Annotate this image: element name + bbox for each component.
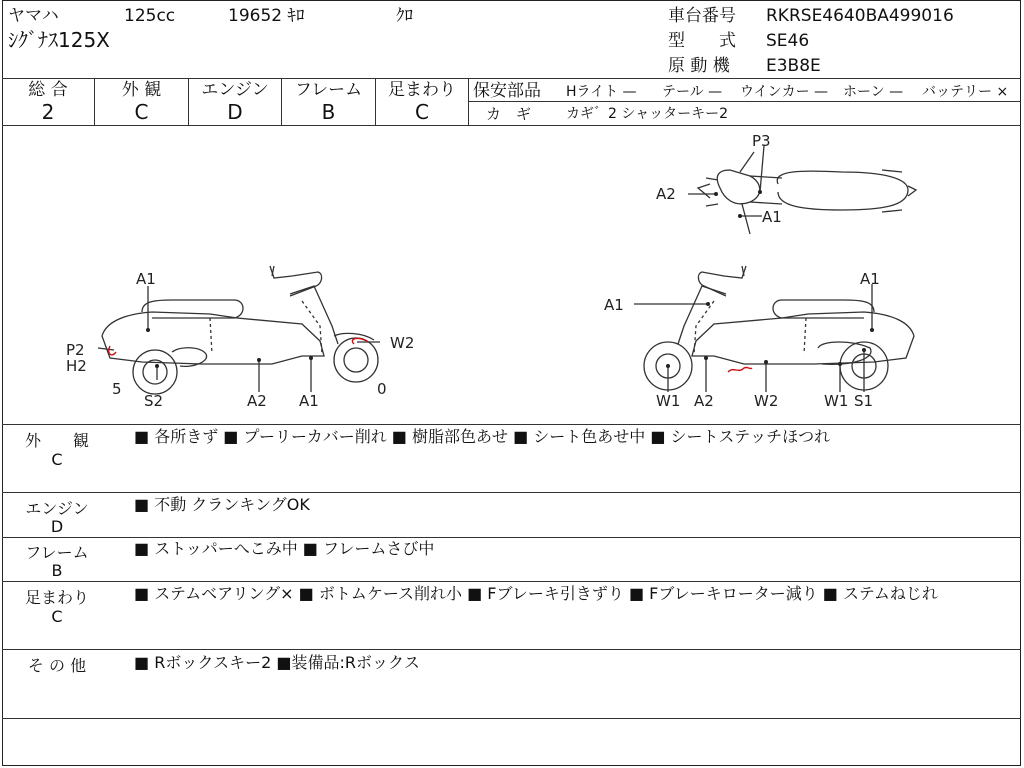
grade-exterior-label: 外 観 <box>121 80 162 100</box>
note-exterior-label: 外 観 <box>24 431 89 450</box>
type-value: SE46 <box>766 31 810 51</box>
grade-suspension-value: C <box>415 100 429 124</box>
note-exterior-text: ■ 各所きず ■ プーリーカバー削れ ■ 樹脂部色あせ ■ シート色あせ中 ■ シートステッチほつれ <box>134 427 831 446</box>
grade-engine-value: D <box>227 100 243 124</box>
label-a1: A1 <box>762 208 782 226</box>
model-name: ｼｸﾞﾅｽ125X <box>8 28 110 52</box>
rule <box>2 718 1021 719</box>
safety-horn: ホーン — <box>843 84 904 100</box>
safety-label: 保安部品 <box>473 81 541 101</box>
chassis-number: RKRSE4640BA499016 <box>766 6 954 26</box>
note-suspension-label: 足まわり <box>24 588 89 607</box>
label-p3: P3 <box>752 132 771 150</box>
grade-frame-label: フレーム <box>294 80 363 100</box>
damage-diagram <box>2 126 1021 424</box>
engine-label: 原 動 機 <box>668 56 730 76</box>
rule <box>2 649 1021 650</box>
chassis-label: 車台番号 <box>668 6 736 26</box>
grade-engine-label: エンジン <box>201 80 269 100</box>
engine-value: E3B8E <box>766 56 821 76</box>
label-zero: 0 <box>377 380 387 398</box>
note-exterior-grade: C <box>51 450 63 469</box>
note-engine-grade: D <box>50 517 64 536</box>
label-p2: P2 <box>66 341 85 359</box>
label-w1: W1 <box>656 392 681 410</box>
grade-suspension-label: 足まわり <box>388 80 456 100</box>
label-a1: A1 <box>604 296 624 314</box>
grade-frame-value: B <box>321 100 336 124</box>
key-value: カギ゛2 シャッターキー2 <box>566 106 728 122</box>
note-engine-text: ■ 不動 クランキングOK <box>134 495 310 514</box>
label-w1: W1 <box>824 392 849 410</box>
mileage: 19652 ｷﾛ <box>228 6 305 26</box>
label-a2: A2 <box>247 392 267 410</box>
grade-overall-value: 2 <box>41 100 55 124</box>
note-other-text: ■ Rボックスキー2 ■装備品:Rボックス <box>134 653 420 672</box>
rule <box>468 78 469 125</box>
scooter-top-view <box>698 152 916 234</box>
key-label: カ ギ <box>486 105 532 123</box>
label-w2: W2 <box>390 334 415 352</box>
body-color: ｸﾛ <box>396 6 413 26</box>
label-a2: A2 <box>656 185 676 203</box>
type-label: 型 式 <box>668 31 736 51</box>
rule <box>2 424 1021 425</box>
safety-headlight: Hライト — <box>566 84 637 100</box>
safety-tail: テール — <box>662 84 723 100</box>
engine-cc: 125cc <box>124 6 176 26</box>
rule <box>2 78 1021 79</box>
note-frame-grade: B <box>51 561 63 580</box>
grade-exterior-value: C <box>134 100 149 124</box>
label-a1: A1 <box>860 270 880 288</box>
grade-overall-label: 総 合 <box>28 80 68 100</box>
label-s1: S1 <box>854 392 874 410</box>
note-engine-label: エンジン <box>25 499 89 518</box>
label-a2: A2 <box>694 392 714 410</box>
note-suspension-text: ■ ステムベアリング× ■ ボトムケース削れ小 ■ Fブレーキ引きずり ■ Fブレーキローター減り ■ ステムねじれ <box>134 584 938 603</box>
label-a1: A1 <box>136 270 156 288</box>
label-five: 5 <box>112 380 122 398</box>
safety-winker: ウインカー — <box>740 84 829 100</box>
note-suspension-grade: C <box>51 607 63 626</box>
label-h2: H2 <box>66 357 87 375</box>
label-s2: S2 <box>144 392 164 410</box>
note-frame-text: ■ ストッパーへこみ中 ■ フレームさび中 <box>134 539 435 558</box>
label-w2: W2 <box>754 392 779 410</box>
safety-battery: バッテリー × <box>922 84 1009 100</box>
rule <box>2 581 1021 582</box>
maker: ヤマハ <box>8 6 59 26</box>
note-frame-label: フレーム <box>25 543 89 562</box>
rule <box>2 492 1021 493</box>
note-other-label: そ の 他 <box>27 656 87 675</box>
label-a1: A1 <box>299 392 319 410</box>
